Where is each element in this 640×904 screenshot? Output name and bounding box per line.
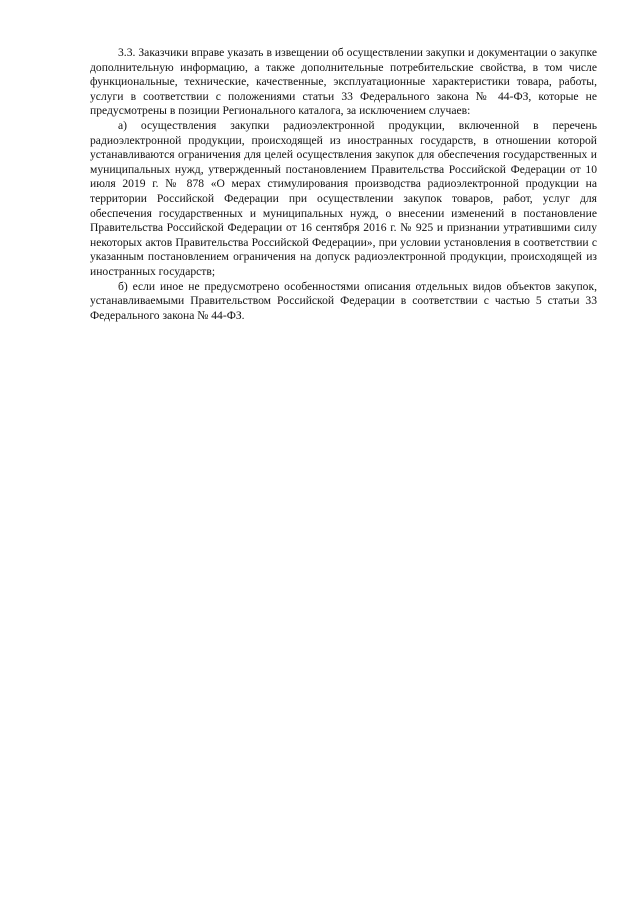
paragraph-3-3: 3.3. Заказчики вправе указать в извещении об осуществлении закупки и документации о закупке дополнительную информацию, а также дополнительные потребительские свойства, в том числе функциональные, технические, качественные, эксплуатационные характеристики товара, работы, услуги в соответствии с положениями статьи 33 Федерального закона № 44-ФЗ, которые не предусмотрены в позиции Регионального каталога, за исключением случаев: bbox=[90, 46, 597, 118]
document-body bbox=[90, 46, 597, 323]
paragraph-item-b: б) если иное не предусмотрено особенностями описания отдельных видов объектов закупок, устанавливаемыми Правительством Российской Федерации в соответствии с частью 5 статьи 33 Федерального закона № 44-ФЗ. bbox=[90, 279, 597, 322]
paragraph-item-a: а) осуществления закупки радиоэлектронной продукции, включенной в перечень радиоэлектронной продукции, происходящей из иностранных государств, в отношении которой устанавливаются ограничения для целей осуществления закупок для обеспечения государственных и муниципальных нужд, утвержденный постановлением Правительства Российской Федерации от 10 июля 2019 г. № 878 «О мерах стимулирования производства радиоэлектронной продукции на территории Российской Федерации при осуществлении закупок товаров, работ, услуг для обеспечения государственных и муниципальных нужд, о внесении изменений в постановление Правительства Российской Федерации от 16 сентября 2016 г. № 925 и признании утратившими силу некоторых актов Правительства Российской Федерации», при условии установления в соответствии с указанным постановлением ограничения на допуск радиоэлектронной продукции, происходящей из иностранных государств; bbox=[90, 118, 597, 278]
